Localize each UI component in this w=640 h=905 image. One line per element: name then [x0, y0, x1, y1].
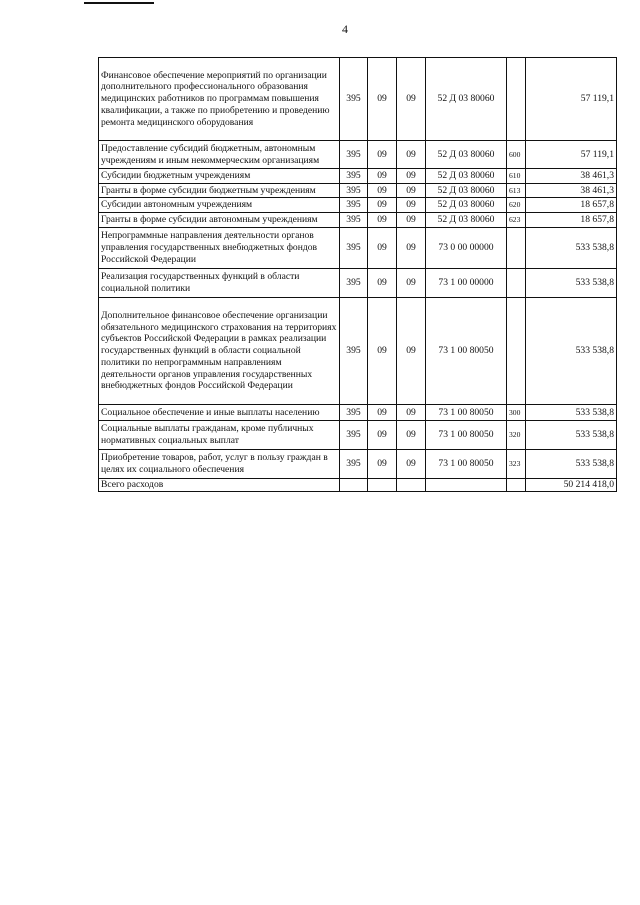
row-pr: 09 — [397, 58, 426, 141]
row-vr: 323 — [507, 450, 526, 479]
row-amount: 18 657,8 — [526, 198, 617, 213]
row-vr: 610 — [507, 169, 526, 184]
row-csr: 52 Д 03 80060 — [426, 198, 507, 213]
row-vr — [507, 58, 526, 141]
row-rz: 09 — [368, 198, 397, 213]
row-amount: 533 538,8 — [526, 405, 617, 421]
row-grbs: 395 — [340, 141, 368, 169]
row-amount: 18 657,8 — [526, 213, 617, 228]
row-amount: 38 461,3 — [526, 184, 617, 198]
table-body — [99, 58, 617, 492]
row-rz: 09 — [368, 421, 397, 450]
row-vr: 613 — [507, 184, 526, 198]
row-vr: 320 — [507, 421, 526, 450]
row-rz: 09 — [368, 450, 397, 479]
row-csr: 73 1 00 80050 — [426, 421, 507, 450]
table-row — [99, 450, 617, 479]
row-grbs: 395 — [340, 228, 368, 269]
row-rz: 09 — [368, 298, 397, 405]
table-row — [99, 213, 617, 228]
row-name: Предоставление субсидий бюджетным, автономным учреждениям и иным некоммерческим организациям — [99, 141, 340, 169]
row-csr: 73 1 00 80050 — [426, 298, 507, 405]
row-amount: 533 538,8 — [526, 228, 617, 269]
table-row — [99, 198, 617, 213]
row-pr: 09 — [397, 213, 426, 228]
row-pr: 09 — [397, 421, 426, 450]
row-pr: 09 — [397, 405, 426, 421]
row-rz: 09 — [368, 213, 397, 228]
row-csr: 52 Д 03 80060 — [426, 213, 507, 228]
row-csr: 52 Д 03 80060 — [426, 184, 507, 198]
row-pr: 09 — [397, 169, 426, 184]
table-row — [99, 141, 617, 169]
row-name: Приобретение товаров, работ, услуг в пользу граждан в целях их социального обеспечения — [99, 450, 340, 479]
total-row — [99, 479, 617, 492]
total-empty-cell — [426, 479, 507, 492]
row-name: Гранты в форме субсидии бюджетным учреждениям — [99, 184, 340, 198]
row-rz: 09 — [368, 269, 397, 298]
row-vr — [507, 228, 526, 269]
row-name: Финансовое обеспечение мероприятий по организации дополнительного профессионального образования медицинских работников по программам повышения квалификации, а также по приобретению и проведению ремонта медицинского оборудования — [99, 58, 340, 141]
table-row — [99, 169, 617, 184]
total-empty-cell — [507, 479, 526, 492]
row-grbs: 395 — [340, 298, 368, 405]
row-pr: 09 — [397, 184, 426, 198]
row-name: Социальное обеспечение и иные выплаты населению — [99, 405, 340, 421]
row-rz: 09 — [368, 405, 397, 421]
row-name: Субсидии автономным учреждениям — [99, 198, 340, 213]
total-empty-cell — [368, 479, 397, 492]
table-row — [99, 298, 617, 405]
row-amount: 38 461,3 — [526, 169, 617, 184]
row-csr: 52 Д 03 80060 — [426, 141, 507, 169]
row-csr: 52 Д 03 80060 — [426, 169, 507, 184]
row-pr: 09 — [397, 450, 426, 479]
table-row — [99, 405, 617, 421]
page-number: 4 — [342, 22, 348, 36]
row-grbs: 395 — [340, 169, 368, 184]
row-name: Реализация государственных функций в области социальной политики — [99, 269, 340, 298]
row-amount: 57 119,1 — [526, 141, 617, 169]
total-empty-cell — [340, 479, 368, 492]
total-label: Всего расходов — [99, 479, 340, 492]
table-row — [99, 421, 617, 450]
row-name: Непрограммные направления деятельности органов управления государственных внебюджетных фондов Российской Федерации — [99, 228, 340, 269]
row-grbs: 395 — [340, 213, 368, 228]
row-grbs: 395 — [340, 405, 368, 421]
table-row — [99, 58, 617, 141]
row-rz: 09 — [368, 169, 397, 184]
row-vr — [507, 269, 526, 298]
row-amount: 533 538,8 — [526, 450, 617, 479]
row-name: Социальные выплаты гражданам, кроме публичных нормативных социальных выплат — [99, 421, 340, 450]
total-empty-cell — [397, 479, 426, 492]
row-grbs: 395 — [340, 198, 368, 213]
row-amount: 57 119,1 — [526, 58, 617, 141]
row-vr: 600 — [507, 141, 526, 169]
row-pr: 09 — [397, 228, 426, 269]
row-rz: 09 — [368, 141, 397, 169]
row-name: Субсидии бюджетным учреждениям — [99, 169, 340, 184]
row-rz: 09 — [368, 58, 397, 141]
row-pr: 09 — [397, 141, 426, 169]
row-csr: 73 1 00 80050 — [426, 450, 507, 479]
row-vr: 620 — [507, 198, 526, 213]
row-vr: 300 — [507, 405, 526, 421]
row-pr: 09 — [397, 298, 426, 405]
row-pr: 09 — [397, 269, 426, 298]
row-pr: 09 — [397, 198, 426, 213]
row-grbs: 395 — [340, 58, 368, 141]
row-grbs: 395 — [340, 450, 368, 479]
row-csr: 73 0 00 00000 — [426, 228, 507, 269]
row-name: Гранты в форме субсидии автономным учреждениям — [99, 213, 340, 228]
row-vr: 623 — [507, 213, 526, 228]
row-csr: 73 1 00 00000 — [426, 269, 507, 298]
table-row — [99, 184, 617, 198]
total-amount: 50 214 418,0 — [526, 479, 617, 492]
row-name: Дополнительное финансовое обеспечение организации обязательного медицинского страхования на территориях субъектов Российской Федерации в рамках реализации государственных функций в области социальной политики по непрограммным направлениям деятельности органов управления государственных внебюджетных фондов Российской Федерации — [99, 298, 340, 405]
header-rule — [84, 2, 154, 4]
table-row — [99, 228, 617, 269]
row-csr: 73 1 00 80050 — [426, 405, 507, 421]
row-grbs: 395 — [340, 269, 368, 298]
row-amount: 533 538,8 — [526, 298, 617, 405]
row-rz: 09 — [368, 184, 397, 198]
expenditure-table — [98, 57, 617, 492]
row-rz: 09 — [368, 228, 397, 269]
row-csr: 52 Д 03 80060 — [426, 58, 507, 141]
row-vr — [507, 298, 526, 405]
row-grbs: 395 — [340, 184, 368, 198]
table-row — [99, 269, 617, 298]
row-grbs: 395 — [340, 421, 368, 450]
row-amount: 533 538,8 — [526, 421, 617, 450]
row-amount: 533 538,8 — [526, 269, 617, 298]
